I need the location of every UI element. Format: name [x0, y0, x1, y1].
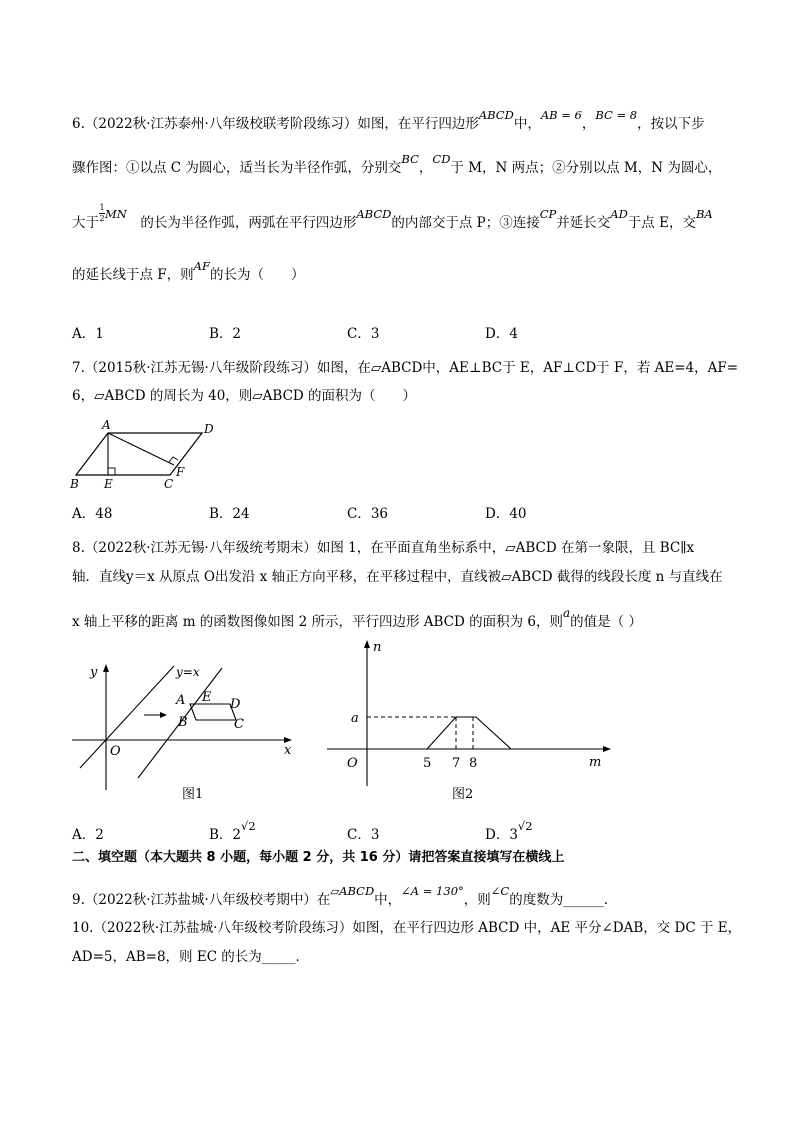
- q8-figure-1: [70, 660, 300, 800]
- q8-line1: 8.（2022秋·江苏无锡·八年级统考期末）如图 1，在平面直角坐标系中，▱ABCD 在第一象限，且 BC∥x: [72, 540, 695, 556]
- q6-option-d: D．4: [485, 326, 518, 342]
- q8-option-d: D．3√2: [485, 819, 533, 843]
- label-d: D: [230, 697, 241, 712]
- q7-option-d: D．40: [485, 506, 527, 522]
- q8-option-b: B．2√2: [209, 819, 256, 843]
- line-y-equals-x: [80, 666, 174, 768]
- q6-option-b: B．2: [209, 326, 242, 342]
- q10-line1: 10.（2022秋·江苏盐城·八年级校考阶段练习）如图，在平行四边形 ABCD 中，AE 平分∠DAB，交 DC 于 E，: [72, 920, 742, 936]
- shift-arrow-head: [160, 712, 167, 718]
- m-axis-arrow: [603, 746, 611, 752]
- q8-line2: 轴．直线y＝x 从原点 O出发沿 x 轴正方向平移，在平移过程中，直线被▱ABCD 截得的线段长度 n 与直线在: [72, 569, 723, 585]
- tick-5: 5: [423, 756, 432, 771]
- label-x: x: [284, 743, 292, 758]
- q8-option-c: C．3: [347, 827, 380, 843]
- caption-fig1: 图1: [182, 787, 204, 800]
- label-o: O: [110, 744, 121, 759]
- function-graph: [427, 717, 511, 749]
- label-a: A: [102, 418, 111, 432]
- q8-option-a: A．2: [72, 827, 104, 843]
- label-n: n: [373, 640, 382, 655]
- fraction-one-half: $\frac{1}{2}$: [99, 203, 105, 223]
- n-axis-arrow: [364, 640, 370, 648]
- label-d: D: [204, 422, 214, 436]
- q7-line2: 6，▱ABCD 的周长为 40，则▱ABCD 的面积为（ ）: [72, 388, 417, 404]
- label-y: y: [90, 665, 98, 680]
- q6-line4: 的延长线于点 F，则AF的长为（ ）: [72, 259, 305, 283]
- section-2-heading: 二、填空题（本大题共 8 小题，每小题 2 分，共 16 分）请把答案直接填写在横线上: [72, 850, 565, 865]
- label-c: C: [164, 477, 174, 491]
- q6-option-a: A．1: [72, 326, 104, 342]
- q7-figure: [66, 418, 226, 494]
- q7-option-b: B．24: [209, 506, 250, 522]
- label-m: m: [589, 755, 602, 770]
- right-angle-e: [108, 468, 115, 475]
- label-yx: y=x: [176, 665, 200, 679]
- q8-line3: x 轴上平移的距离 m 的函数图像如图 2 所示，平行四边形 ABCD 的面积为 6，则a的值是（ ）: [72, 606, 642, 630]
- q6-line1: 6.（2022秋·江苏泰州·八年级校联考阶段练习）如图，在平行四边形ABCD中，AB = 6，BC = 8，按以下步: [72, 108, 705, 132]
- label-e: E: [202, 690, 212, 705]
- q7-option-c: C．36: [347, 506, 389, 522]
- tick-8: 8: [469, 756, 478, 771]
- label-f: F: [176, 465, 185, 479]
- label-a: A: [176, 693, 186, 708]
- label-o: O: [347, 756, 358, 771]
- q9-line: 9.（2022秋·江苏盐城·八年级校考期中）在▱ABCD中，∠A = 130°，则∠C的度数为______．: [72, 884, 618, 908]
- label-b: B: [178, 715, 188, 730]
- q7-line1: 7.（2015秋·江苏无锡·八年级阶段练习）如图，在▱ABCD中，AE⊥BC于 E，AF⊥CD于 F，若 AE=4，AF=: [72, 360, 739, 376]
- segment-af: [108, 433, 174, 465]
- q6-line2: 骤作图：①以点 C 为圆心，适当长为半径作弧，分别交BC，CD于 M，N 两点；②分别以点 M，N 为圆心，: [72, 152, 722, 176]
- caption-fig2: 图2: [452, 787, 474, 802]
- q6-option-c: C．3: [347, 326, 380, 342]
- label-e: E: [104, 477, 113, 491]
- q7-option-a: A．48: [72, 506, 113, 522]
- label-c: C: [234, 717, 244, 732]
- label-a-level: a: [351, 711, 359, 726]
- label-b: B: [70, 477, 79, 491]
- q10-line2: AD=5，AB=8，则 EC 的长为_____．: [72, 949, 310, 965]
- q8-figure-2: [325, 636, 625, 806]
- q6-line3: 大于 $\frac{1}{2}$ MN 的长为半径作弧，两弧在平行四边形ABCD的内部交于点 P；③连接CP并延长交AD于点 E，交BA: [72, 203, 713, 231]
- tick-7: 7: [452, 756, 461, 771]
- y-axis-arrow: [103, 664, 109, 672]
- right-angle-f: [169, 457, 178, 462]
